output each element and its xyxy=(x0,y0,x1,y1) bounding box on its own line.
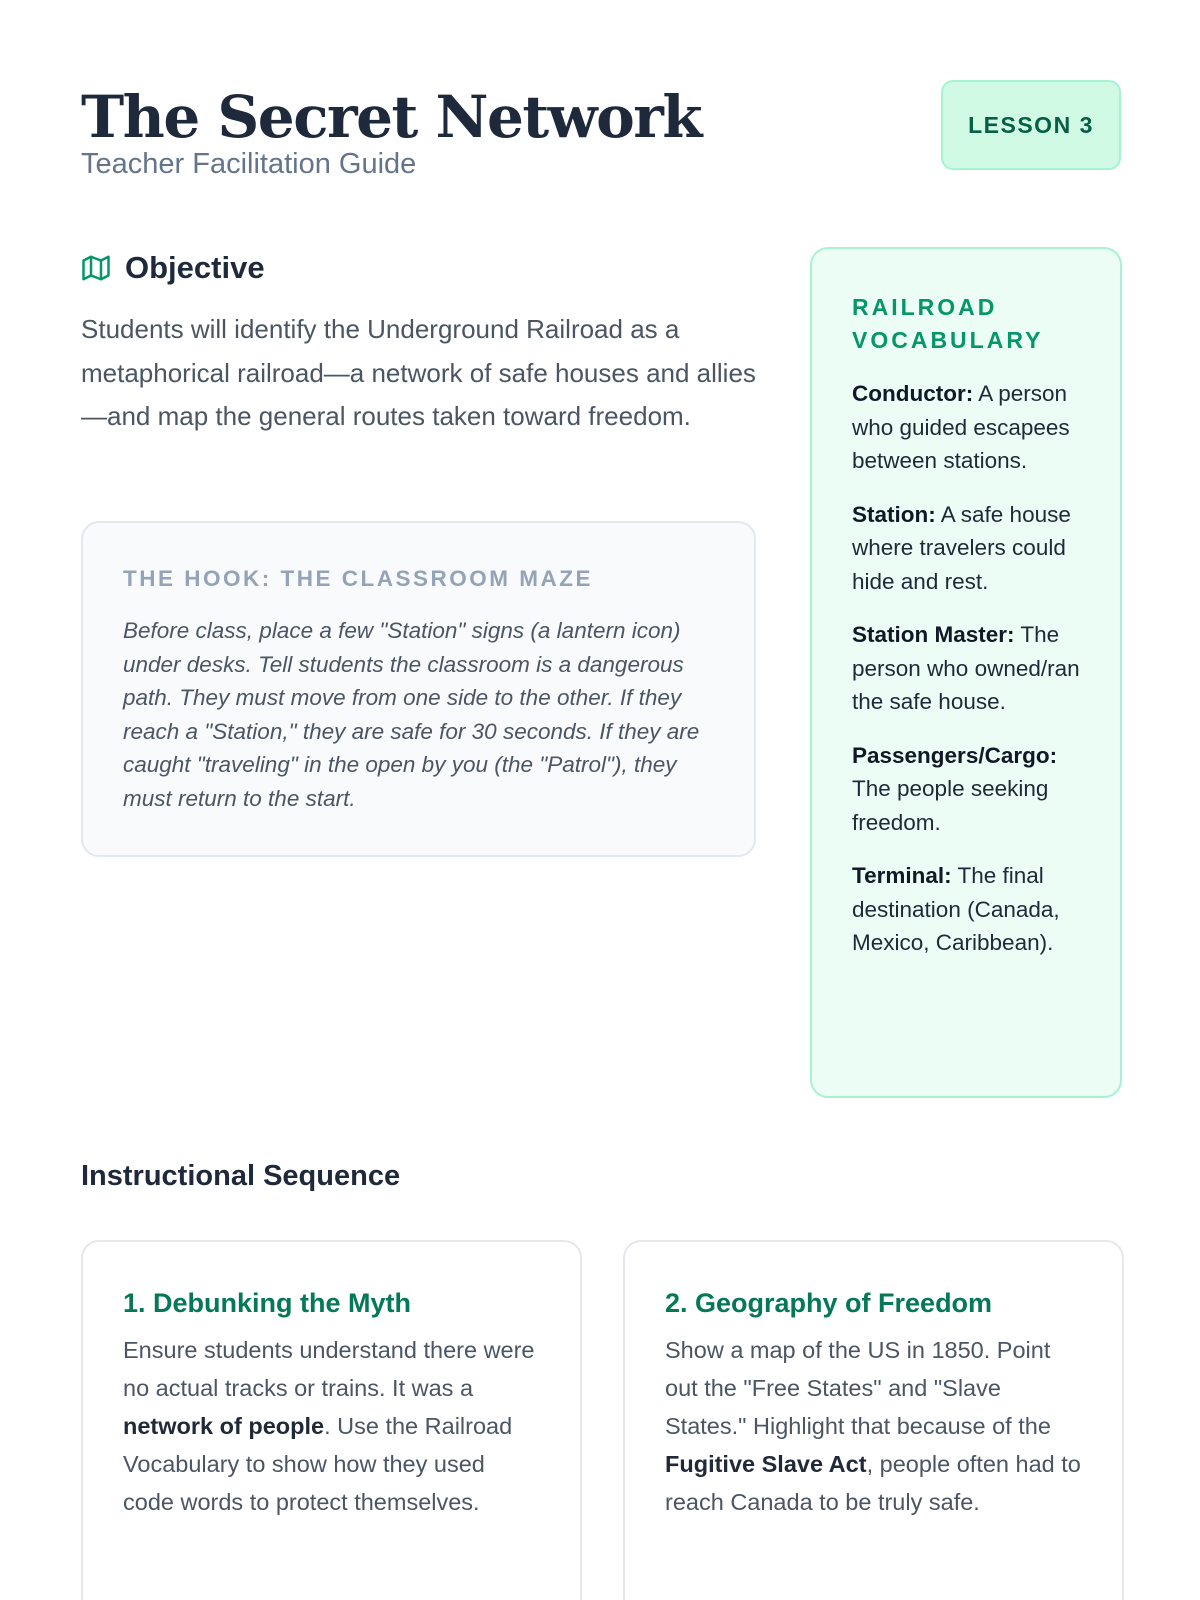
vocabulary-definition: The person who owned/ran the safe house. xyxy=(852,622,1080,714)
lesson-badge: LESSON 3 xyxy=(941,80,1121,170)
vocabulary-definition: A person who guided escapees between stations. xyxy=(852,381,1070,473)
step-text-part: . Use the Railroad Vocabulary to show how they used code words to protect themselves. xyxy=(123,1413,513,1515)
vocabulary-definition: The people seeking freedom. xyxy=(852,776,1049,835)
vocabulary-box xyxy=(810,247,1122,1098)
step-text-part: Ensure students understand there were no actual tracks or trains. It was a xyxy=(123,1337,535,1401)
hook-box xyxy=(81,521,756,857)
objective-text: Students will identify the Underground Railroad as a metaphorical railroad—a network of safe houses and allies—and map the general routes taken toward freedom. xyxy=(81,314,756,431)
vocabulary-item xyxy=(852,739,1080,840)
map-icon xyxy=(81,253,111,283)
step-text xyxy=(665,1331,1082,1521)
vocabulary-definition: The final destination (Canada, Mexico, Caribbean). xyxy=(852,863,1060,955)
page-subtitle: Teacher Facilitation Guide xyxy=(81,148,417,180)
step-title: 1. Debunking the Myth xyxy=(123,1288,412,1318)
vocabulary-item xyxy=(852,498,1080,599)
sequence-heading: Instructional Sequence xyxy=(81,1160,401,1192)
vocabulary-term: Terminal: xyxy=(852,863,952,888)
vocabulary-title: RAILROAD VOCABULARY xyxy=(852,294,1044,353)
vocabulary-definition: A safe house where travelers could hide and rest. xyxy=(852,501,1071,594)
page-header xyxy=(81,84,1121,194)
vocabulary-item xyxy=(852,377,1080,478)
vocabulary-item xyxy=(852,618,1080,719)
page-title: The Secret Network xyxy=(81,83,702,151)
hook-text: Before class, place a few "Station" signs (a lantern icon) under desks. Tell students the classroom is a dangerous path. They must move from one side to the other. If they reach a "Station," they are safe for 30 seconds. If they are caught "traveling" in the open by you (the "Patrol"), they must return to the start. xyxy=(123,618,700,811)
step-card-geography xyxy=(623,1240,1124,1600)
vocabulary-term: Station: xyxy=(852,501,936,527)
step-text-part: Show a map of the US in 1850. Point out the "Free States" and "Slave States." Highlight that because of the xyxy=(665,1337,1051,1439)
vocabulary-term: Conductor: xyxy=(852,381,974,406)
step-title: 2. Geography of Freedom xyxy=(665,1288,993,1318)
objective-title: Objective xyxy=(125,250,265,285)
step-text-part: , people often had to reach Canada to be truly safe. xyxy=(665,1451,1081,1515)
vocabulary-item xyxy=(852,859,1080,960)
objective-heading xyxy=(81,250,265,286)
vocabulary-term: Passengers/Cargo: xyxy=(852,742,1058,768)
hook-title: THE HOOK: THE CLASSROOM MAZE xyxy=(123,566,593,591)
vocabulary-term: Station Master: xyxy=(852,622,1015,647)
step-emphasis: network of people xyxy=(123,1413,325,1439)
step-card-debunking xyxy=(81,1240,582,1600)
step-text xyxy=(123,1331,540,1521)
step-emphasis: Fugitive Slave Act xyxy=(665,1451,867,1477)
vocabulary-list xyxy=(852,377,1080,960)
